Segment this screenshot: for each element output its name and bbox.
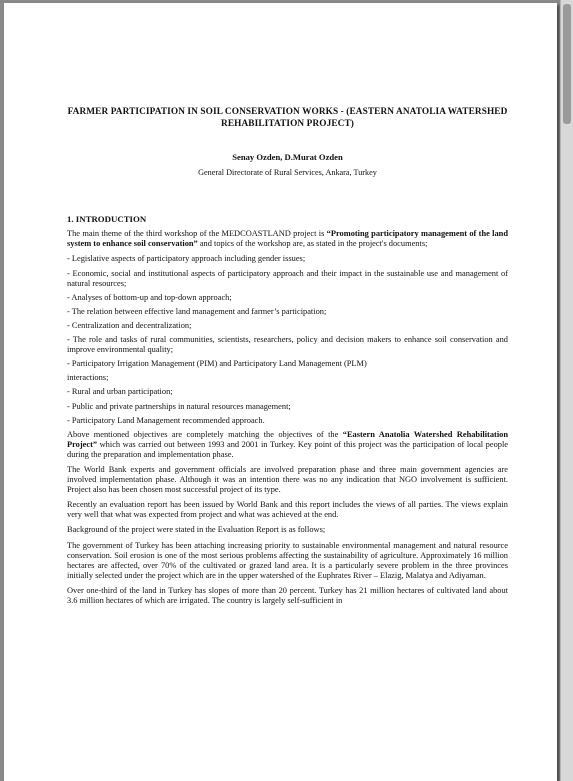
topic-item: - Participatory Land Management recommended approach. <box>67 415 265 425</box>
topic-item: - Centralization and decentralization; <box>67 320 192 330</box>
intro-text-before: The main theme of the third workshop of the MEDCOASTLAND project is <box>67 229 327 239</box>
topic-item: - Economic, social and institutional aspects of participatory approach and their impact in the sustainable use and management of natural resources; <box>67 268 508 288</box>
intro-text-bold: “Promoting participatory management of the land system to enhance soil conservation” <box>67 229 508 249</box>
topic-item: - The role and tasks of rural communities, scientists, researchers, policy and decision makers to enhance soil conservation and improve environmental quality; <box>67 335 508 355</box>
objectives-text-bold: “Eastern Anatolia Watershed Rehabilitation Project” <box>67 429 508 449</box>
objectives-text-before: Above mentioned objectives are completely matching the objectives of the <box>67 429 343 439</box>
topic-item: - Public and private partnerships in natural resources management; <box>67 401 291 411</box>
document-affiliation: General Directorate of Rural Services, Ankara, Turkey <box>198 168 377 178</box>
topic-item: - Participatory Irrigation Management (PIM) and Participatory Land Management (PLM) <box>67 359 367 369</box>
topic-item: - Analyses of bottom-up and top-down approach; <box>67 292 232 302</box>
topic-item: - Rural and urban participation; <box>67 387 173 397</box>
document-authors: Senay Ozden, D.Murat Ozden <box>232 152 343 162</box>
body-paragraph: Over one-third of the land in Turkey has slopes of more than 20 percent. Turkey has 21 million hectares of cultivated land about 3.6 million hectares of which are irrigated. The country is largely self-sufficient in <box>67 585 508 605</box>
topic-item: - Legislative aspects of participatory approach including gender issues; <box>67 254 306 264</box>
topic-item: - The relation between effective land management and farmer’s participation; <box>67 306 327 316</box>
vertical-scrollbar[interactable] <box>560 0 573 781</box>
topic-item: interactions; <box>67 373 109 383</box>
document-title: FARMER PARTICIPATION IN SOIL CONSERVATION WORKS - (EASTERN ANATOLIA WATERSHED REHABILITATION PROJECT) <box>67 107 508 129</box>
objectives-paragraph <box>67 430 508 460</box>
body-paragraph: Recently an evaluation report has been issued by World Bank and this report includes the views of all parties. The views explain very well that what was expected from project and what was achieved at the end. <box>67 500 508 520</box>
document-content <box>67 106 508 611</box>
section-heading: 1. INTRODUCTION <box>67 214 147 225</box>
objectives-text-after: which was carried out between 1993 and 2001 in Turkey. Key point of this project was the participation of local people during the preparation and implementation phase. <box>67 439 508 459</box>
scrollbar-thumb[interactable] <box>563 4 571 124</box>
body-paragraph: The World Bank experts and government officials are involved preparation phase and three main government agencies are involved implementation phase. Although it was an intention there was no any indication that NGO involvement is sufficient. Project also has been chosen most successful project of its type. <box>67 464 508 495</box>
intro-text-after: and topics of the workshop are, as stated in the project's documents; <box>197 239 428 249</box>
body-paragraph: The government of Turkey has been attaching increasing priority to sustainable environmental management and natural resource conservation. Soil erosion is one of the most serious problems affecting the sustainability of agriculture. Approximately 16 million hectares are affected, over 70% of the cultivated or grazed land area. It is a particularly severe problem in the three provinces initially selected under the project which are in the upper watershed of the Euphrates River – Elazig, Malatya and Adiyaman. <box>67 540 508 580</box>
intro-paragraph <box>67 229 508 249</box>
document-page <box>4 3 557 781</box>
body-paragraph: Background of the project were stated in the Evaluation Report is as follows; <box>67 525 326 535</box>
